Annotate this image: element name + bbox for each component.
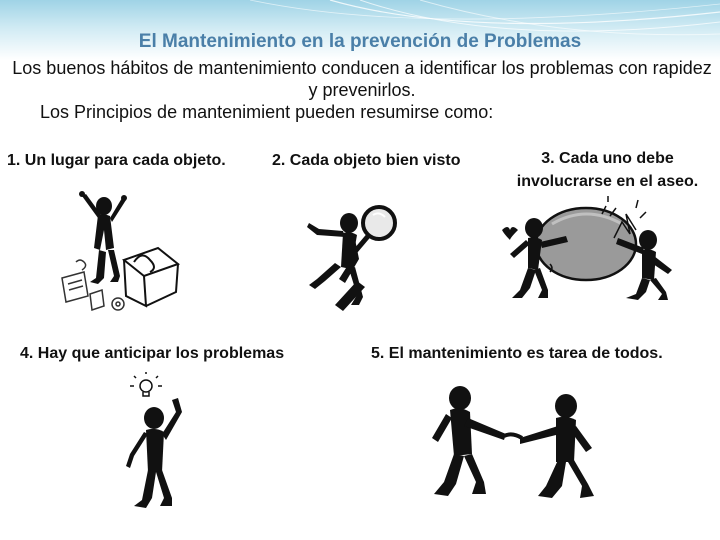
figure-with-lightbulb-illustration xyxy=(110,372,204,514)
figure-with-magnifier-illustration xyxy=(287,195,415,321)
principle-1-label: 1. Un lugar para cada objeto. xyxy=(7,152,226,169)
principle-2-label: 2. Cada objeto bien visto xyxy=(272,152,461,169)
lightbulb-icon xyxy=(110,372,204,514)
two-figures-cleaning-illustration xyxy=(490,194,690,302)
principle-5-label: 5. El mantenimiento es tarea de todos. xyxy=(371,345,663,362)
page-subtitle: Los buenos hábitos de mantenimiento conducen a identificar los problemas con rapidez y prevenirlos. xyxy=(12,58,712,100)
figure-with-boxes-icon xyxy=(54,178,182,320)
two-figures-handshake-illustration xyxy=(420,378,605,506)
handshake-icon xyxy=(420,378,605,506)
figure-with-boxes-illustration xyxy=(54,178,182,320)
principle-4-label: 4. Hay que anticipar los problemas xyxy=(20,345,285,362)
principle-3-label: 3. Cada uno debe involucrarse en el aseo. xyxy=(516,150,699,190)
page-title: El Mantenimiento en la prevención de Problemas xyxy=(138,31,582,52)
intro-text: Los Principios de mantenimient pueden resumirse como: xyxy=(40,102,494,122)
magnifier-icon xyxy=(287,195,415,321)
cleaning-icon xyxy=(490,194,690,302)
